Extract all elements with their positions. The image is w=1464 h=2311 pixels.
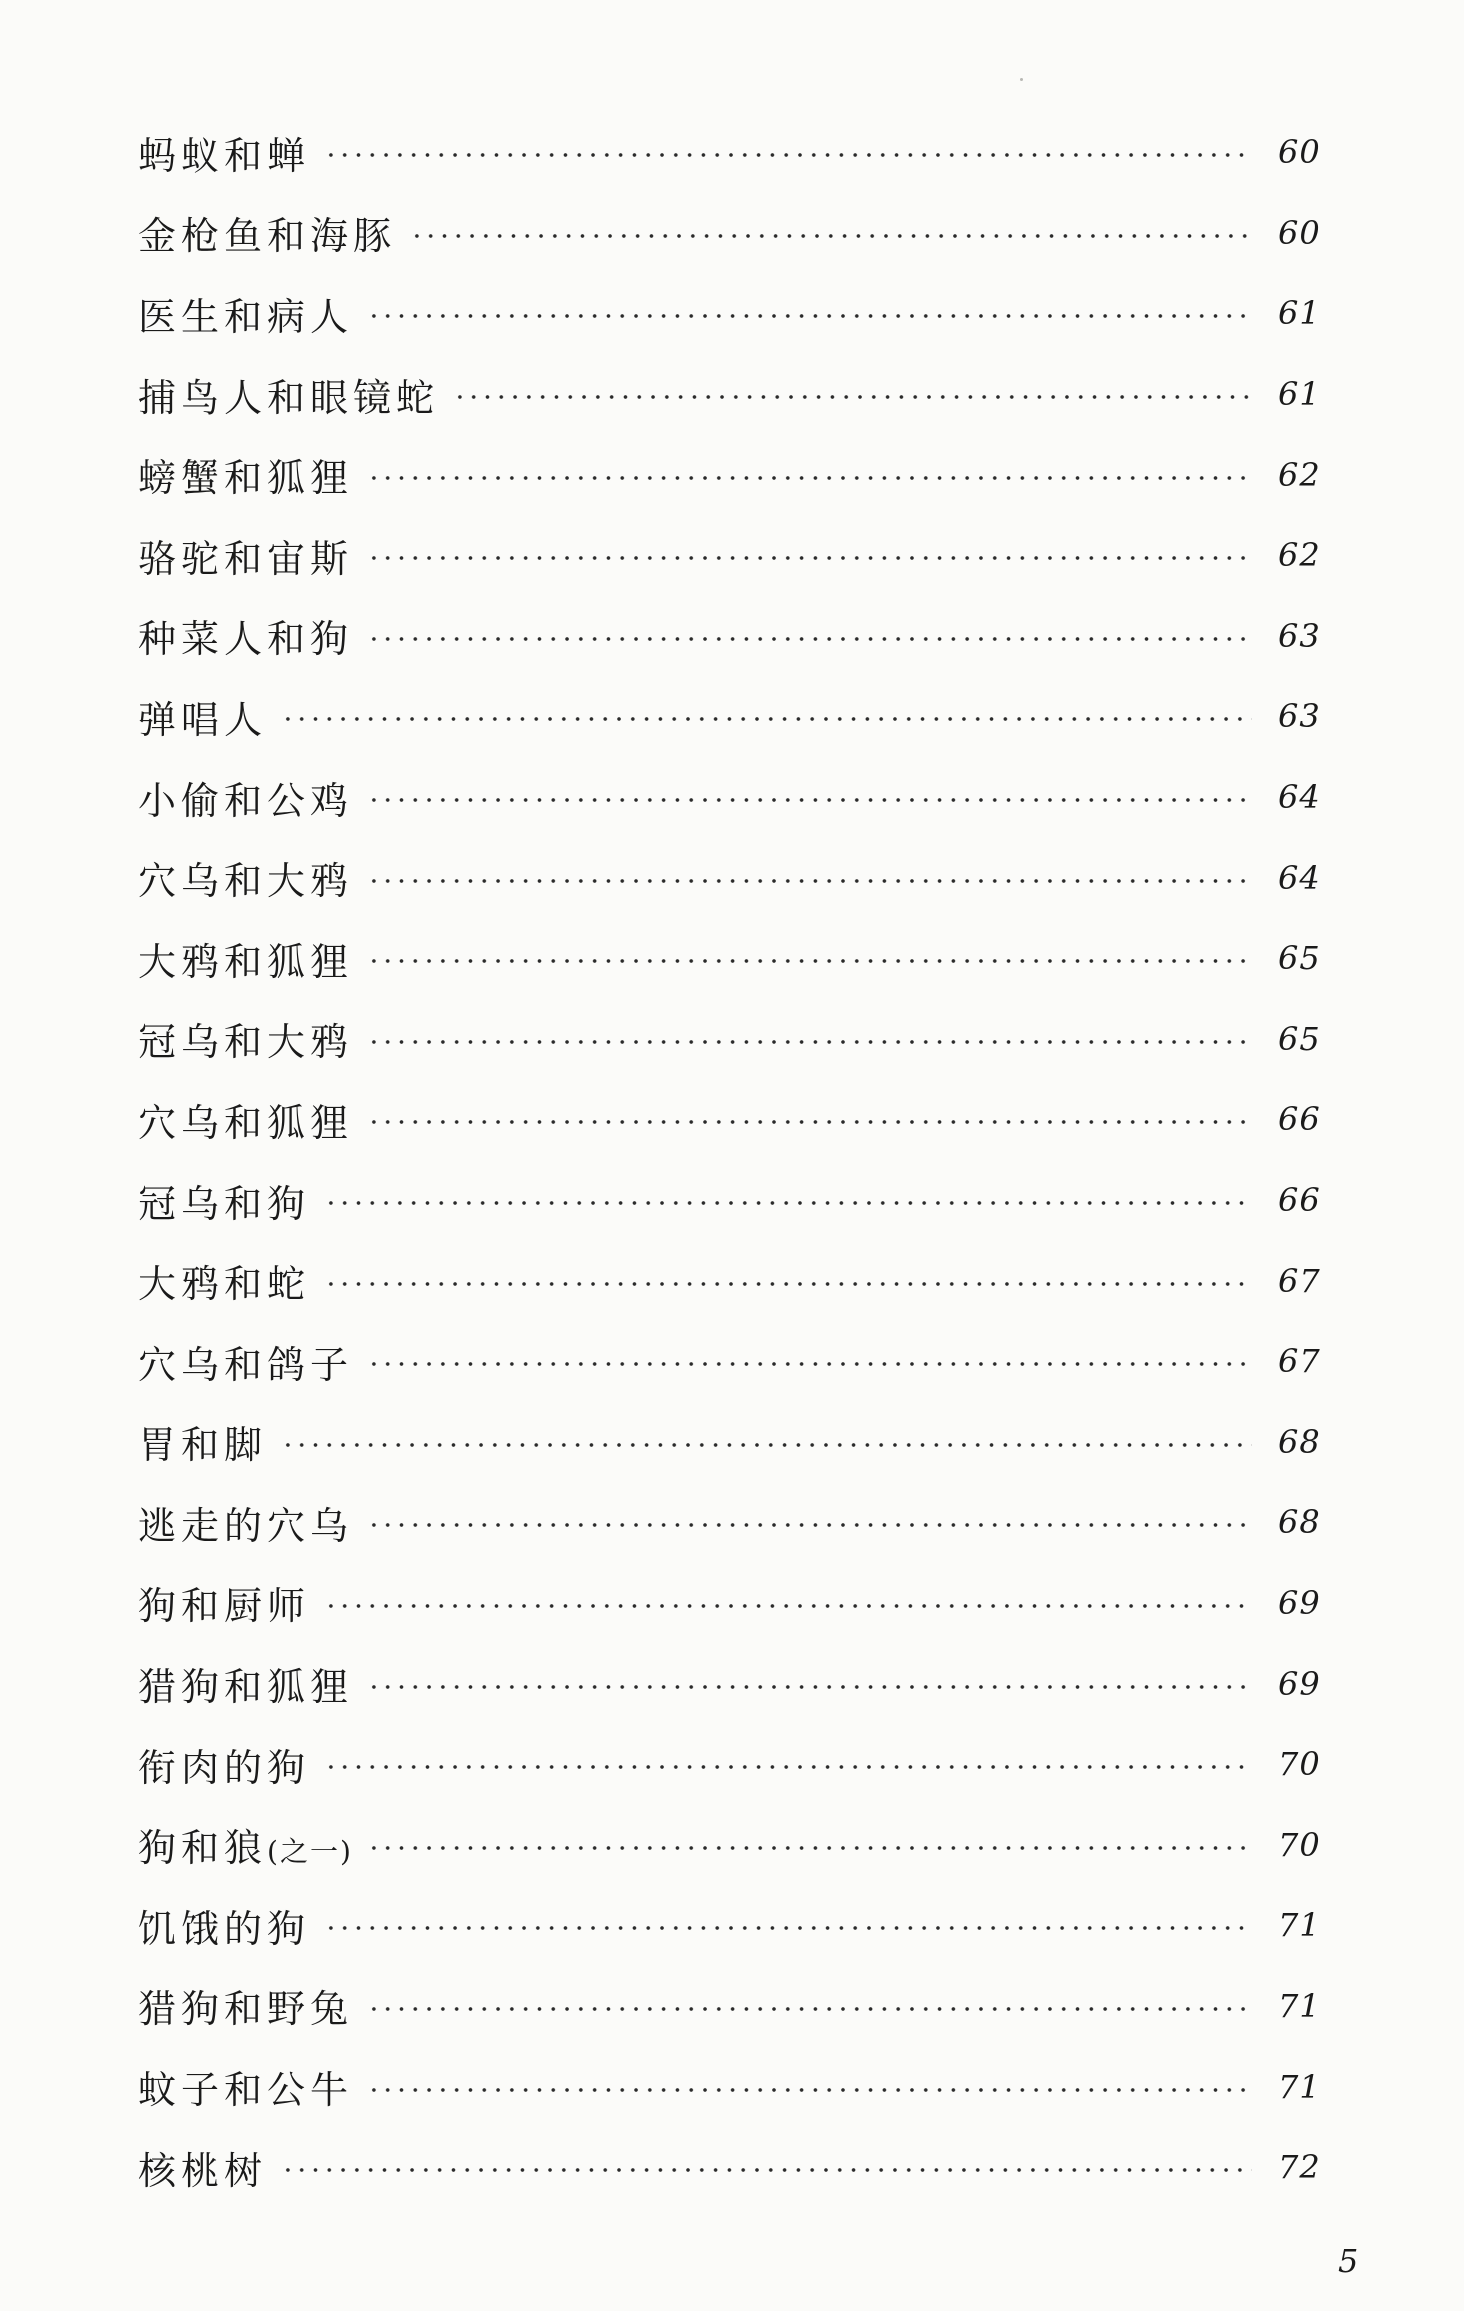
dot-leader <box>367 314 1252 318</box>
entry-page-number: 66 <box>1278 1100 1321 1139</box>
entry-title: 衔肉的狗 <box>138 1745 311 1790</box>
entry-title <box>138 1817 359 1872</box>
table-of-contents <box>138 112 1338 2207</box>
toc-entry <box>138 1079 1338 1160</box>
page-number: 5 <box>1338 2242 1359 2280</box>
entry-title: 狗和厨师 <box>138 1584 311 1629</box>
entry-page-number: 62 <box>1278 536 1321 575</box>
entry-page-number: 67 <box>1278 1261 1321 1300</box>
entry-title: 医生和病人 <box>138 294 354 339</box>
entry-page-number: 63 <box>1278 616 1321 655</box>
toc-entry <box>138 999 1338 1080</box>
entry-title: 核桃树 <box>138 2148 268 2193</box>
dot-leader <box>367 1040 1252 1044</box>
entry-page-number: 61 <box>1278 294 1321 333</box>
toc-entry <box>138 1321 1338 1402</box>
dot-leader <box>281 2168 1252 2172</box>
dot-leader <box>324 1282 1252 1286</box>
dot-leader <box>367 1362 1252 1366</box>
toc-entry <box>138 1160 1338 1241</box>
dot-leader <box>367 959 1252 963</box>
entry-page-number: 60 <box>1278 213 1321 252</box>
entry-title: 逃走的穴乌 <box>138 1503 354 1548</box>
toc-entry <box>138 434 1338 515</box>
entry-page-number: 70 <box>1278 1745 1321 1784</box>
entry-title: 捕鸟人和眼镜蛇 <box>138 375 440 420</box>
dot-leader <box>410 234 1252 238</box>
entry-title: 穴乌和大鸦 <box>138 859 354 904</box>
entry-page-number: 65 <box>1278 939 1321 978</box>
entry-page-number: 60 <box>1278 133 1321 172</box>
entry-page-number: 63 <box>1278 697 1321 736</box>
toc-entry <box>138 1643 1338 1724</box>
toc-entry <box>138 515 1338 596</box>
toc-entry <box>138 273 1338 354</box>
entry-title: 冠乌和大鸦 <box>138 1020 354 1065</box>
entry-title: 穴乌和鸽子 <box>138 1342 354 1387</box>
dot-leader <box>324 153 1252 157</box>
entry-page-number: 71 <box>1278 2067 1321 2106</box>
dot-leader <box>324 1604 1252 1608</box>
entry-title: 蚊子和公牛 <box>138 2068 354 2113</box>
toc-entry <box>138 2127 1338 2208</box>
entry-title: 大鸦和蛇 <box>138 1262 311 1307</box>
entry-title: 小偷和公鸡 <box>138 778 354 823</box>
toc-entry <box>138 1804 1338 1885</box>
entry-title: 骆驼和宙斯 <box>138 536 354 581</box>
dot-leader <box>367 2007 1252 2011</box>
entry-title-main: 狗和狼 <box>138 1826 268 1871</box>
entry-title: 种菜人和狗 <box>138 617 354 662</box>
toc-entry <box>138 918 1338 999</box>
toc-entry <box>138 1724 1338 1805</box>
dot-leader <box>367 879 1252 883</box>
entry-title-suffix: (之一) <box>267 1835 353 1869</box>
entry-title: 金枪鱼和海豚 <box>138 214 397 259</box>
entry-page-number: 71 <box>1278 1986 1321 2025</box>
paper-speck <box>1020 78 1023 81</box>
entry-page-number: 64 <box>1278 778 1321 817</box>
toc-entry <box>138 1966 1338 2047</box>
entry-title: 穴乌和狐狸 <box>138 1100 354 1145</box>
dot-leader <box>367 1846 1252 1850</box>
entry-title: 胃和脚 <box>138 1423 268 1468</box>
entry-page-number: 66 <box>1278 1181 1321 1220</box>
entry-title: 猎狗和野兔 <box>138 1987 354 2032</box>
entry-page-number: 65 <box>1278 1019 1321 1058</box>
entry-page-number: 72 <box>1278 2148 1321 2187</box>
entry-page-number: 69 <box>1278 1664 1321 1703</box>
toc-entry <box>138 837 1338 918</box>
entry-title: 弹唱人 <box>138 697 268 742</box>
toc-entry <box>138 354 1338 435</box>
dot-leader <box>367 476 1252 480</box>
entry-title: 螃蟹和狐狸 <box>138 456 354 501</box>
entry-title: 冠乌和狗 <box>138 1181 311 1226</box>
toc-entry <box>138 676 1338 757</box>
toc-entry <box>138 596 1338 677</box>
toc-entry <box>138 1563 1338 1644</box>
dot-leader <box>367 2088 1252 2092</box>
dot-leader <box>324 1765 1252 1769</box>
entry-title: 饥饿的狗 <box>138 1906 311 1951</box>
entry-page-number: 69 <box>1278 1583 1321 1622</box>
entry-page-number: 61 <box>1278 375 1321 414</box>
dot-leader <box>367 1523 1252 1527</box>
toc-entry <box>138 1885 1338 1966</box>
entry-page-number: 67 <box>1278 1342 1321 1381</box>
dot-leader <box>453 395 1252 399</box>
toc-entry <box>138 1402 1338 1483</box>
entry-page-number: 62 <box>1278 455 1321 494</box>
toc-entry <box>138 112 1338 193</box>
entry-page-number: 68 <box>1278 1422 1321 1461</box>
entry-title: 猎狗和狐狸 <box>138 1665 354 1710</box>
dot-leader <box>281 717 1252 721</box>
dot-leader <box>367 1120 1252 1124</box>
dot-leader <box>367 637 1252 641</box>
entry-page-number: 71 <box>1278 1906 1321 1945</box>
dot-leader <box>324 1926 1252 1930</box>
toc-entry <box>138 1482 1338 1563</box>
entry-title: 蚂蚁和蝉 <box>138 133 311 178</box>
toc-entry <box>138 1240 1338 1321</box>
dot-leader <box>281 1443 1252 1447</box>
dot-leader <box>367 798 1252 802</box>
dot-leader <box>324 1201 1252 1205</box>
entry-page-number: 64 <box>1278 858 1321 897</box>
toc-entry <box>138 757 1338 838</box>
toc-entry <box>138 2046 1338 2127</box>
toc-entry <box>138 193 1338 274</box>
entry-page-number: 68 <box>1278 1503 1321 1542</box>
dot-leader <box>367 1685 1252 1689</box>
entry-title: 大鸦和狐狸 <box>138 939 354 984</box>
entry-page-number: 70 <box>1278 1825 1321 1864</box>
dot-leader <box>367 556 1252 560</box>
